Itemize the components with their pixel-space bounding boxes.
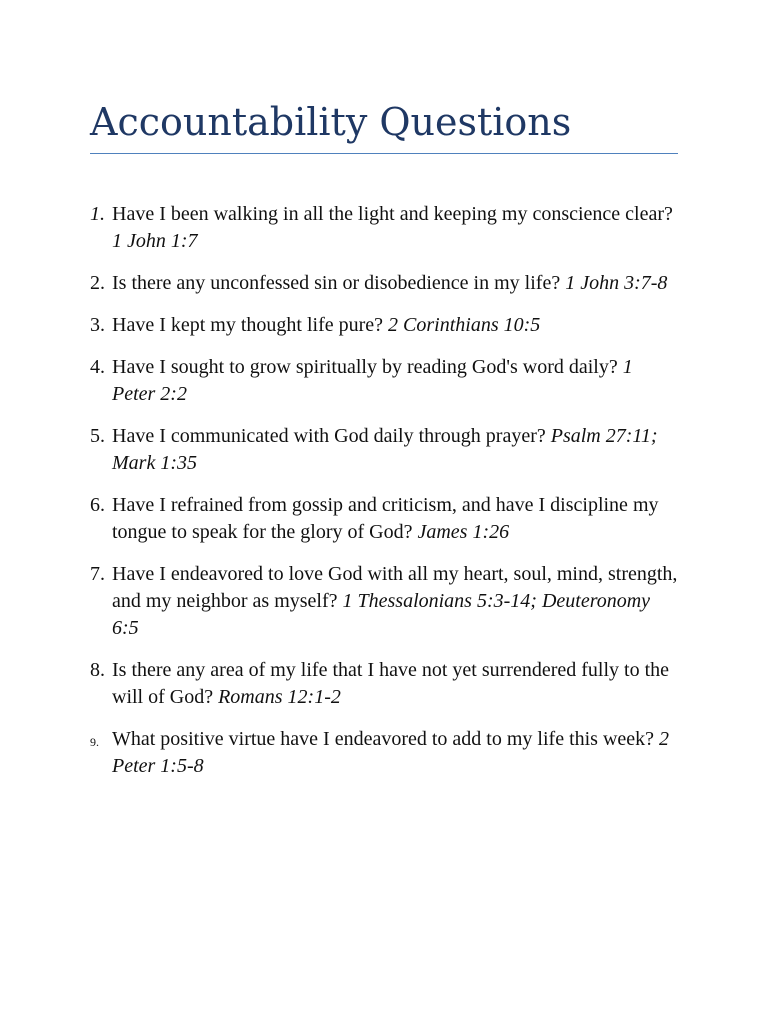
scripture-reference: 2 Corinthians 10:5 bbox=[388, 314, 541, 336]
question-text: Have I kept my thought life pure? bbox=[112, 314, 389, 336]
question-text: Have I refrained from gossip and criticism, and have I discipline my tongue to speak for the glory of God? bbox=[112, 494, 659, 543]
question-item-8 bbox=[90, 657, 680, 711]
question-item-6 bbox=[90, 492, 680, 546]
scripture-reference: 1 Peter 2:2 bbox=[112, 356, 633, 405]
question-text: What positive virtue have I endeavored to add to my life this week? bbox=[112, 728, 660, 750]
question-list bbox=[90, 201, 680, 795]
question-text: Is there any unconfessed sin or disobedience in my life? bbox=[112, 272, 566, 294]
question-item-2 bbox=[90, 270, 680, 297]
scripture-reference: 1 John 3:7-8 bbox=[565, 272, 668, 294]
scripture-reference: Romans 12:1-2 bbox=[218, 686, 341, 708]
page-title: Accountability Questions bbox=[90, 100, 572, 144]
question-number: 6. bbox=[90, 494, 105, 516]
question-number: 4. bbox=[90, 356, 105, 378]
question-item-4 bbox=[90, 354, 680, 408]
question-text: Have I been walking in all the light and keeping my conscience clear? bbox=[112, 203, 673, 225]
question-item-1 bbox=[90, 201, 680, 255]
question-item-9 bbox=[90, 726, 680, 780]
title-underline-rule bbox=[90, 153, 678, 154]
question-number: 7. bbox=[90, 563, 105, 585]
question-text: Is there any area of my life that I have not yet surrendered fully to the will of God? bbox=[112, 659, 670, 708]
question-number: 2. bbox=[90, 272, 105, 294]
scripture-reference: Psalm 27:11; Mark 1:35 bbox=[112, 425, 658, 474]
question-item-7 bbox=[90, 561, 680, 642]
question-number: 8. bbox=[90, 659, 105, 681]
question-item-5 bbox=[90, 423, 680, 477]
question-item-3 bbox=[90, 312, 680, 339]
question-text: Have I sought to grow spiritually by reading God's word daily? bbox=[112, 356, 623, 378]
question-number: 9. bbox=[90, 735, 99, 749]
scripture-reference: 1 Thessalonians 5:3-14; Deuteronomy 6:5 bbox=[112, 590, 651, 639]
question-number: 1. bbox=[90, 203, 105, 225]
scripture-reference: 2 Peter 1:5-8 bbox=[112, 728, 670, 777]
scripture-reference: James 1:26 bbox=[417, 521, 510, 543]
scripture-reference: 1 John 1:7 bbox=[112, 230, 198, 252]
question-text: Have I communicated with God daily through prayer? bbox=[112, 425, 551, 447]
question-text: Have I endeavored to love God with all my heart, soul, mind, strength, and my neighbor as myself? bbox=[112, 563, 678, 612]
question-number: 3. bbox=[90, 314, 105, 336]
question-number: 5. bbox=[90, 425, 105, 447]
